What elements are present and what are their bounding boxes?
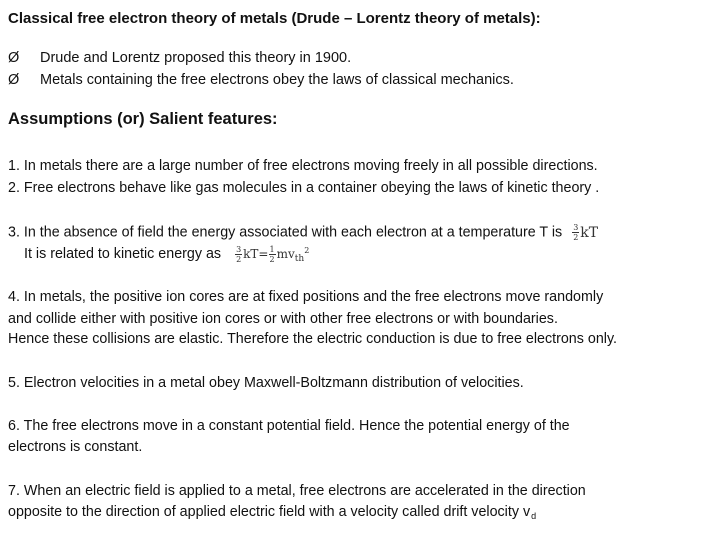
frac-den: 2 — [573, 233, 579, 242]
bullet-arrow-icon: Ø — [8, 50, 20, 66]
bullet-text: Drude and Lorentz proposed this theory in 1900. — [40, 50, 352, 66]
point-4-line-1: 4. In metals, the positive ion cores are at fixed positions and the free electrons move randomly — [8, 289, 604, 305]
frac-num: 3 — [573, 223, 579, 232]
point-5: 5. Electron velocities in a metal obey Maxwell-Boltzmann distribution of velocities. — [8, 375, 524, 391]
formula-three-halves-kT — [572, 225, 598, 241]
point-4-line-2: and collide either with positive ion cores or with other free electrons or with boundaries. — [8, 311, 558, 327]
bullet-item — [8, 72, 514, 88]
formula-term: kT — [580, 224, 599, 241]
bullet-text: Metals containing the free electrons obey the laws of classical mechanics. — [40, 72, 514, 88]
point-6-line-2: electrons is constant. — [8, 439, 143, 455]
point-6-line-1: 6. The free electrons move in a constant potential field. Hence the potential energy of the — [8, 418, 570, 434]
drift-velocity-subscript: d — [531, 511, 537, 521]
point-3-line-1 — [8, 223, 598, 242]
point-7-line-2 — [8, 504, 536, 521]
point-3-line-2 — [24, 245, 309, 264]
point-1: 1. In metals there are a large number of free electrons moving freely in all possible directions. — [8, 158, 598, 174]
page-title: Classical free electron theory of metals (Drude – Lorentz theory of metals): — [8, 10, 541, 27]
bullet-item — [8, 50, 351, 66]
section-heading: Assumptions (or) Salient features: — [8, 110, 278, 128]
formula-kinetic-energy: $\frac{3}{2}$ kT= $\frac{1}{2}$ $mv_{th}^2$ — [236, 245, 310, 264]
point-7-text: opposite to the direction of applied electric field with a velocity called drift velocity v — [8, 504, 531, 520]
bullet-arrow-icon: Ø — [8, 72, 20, 88]
point-3-text: 3. In the absence of field the energy associated with each electron at a temperature T is — [8, 224, 563, 241]
point-3-text-2: It is related to kinetic energy as — [24, 246, 222, 262]
point-4-line-3: Hence these collisions are elastic. Therefore the electric conduction is due to free electrons only. — [8, 331, 617, 347]
point-2: 2. Free electrons behave like gas molecules in a container obeying the laws of kinetic theory . — [8, 180, 600, 196]
point-7-line-1: 7. When an electric field is applied to a metal, free electrons are accelerated in the direction — [8, 483, 586, 499]
